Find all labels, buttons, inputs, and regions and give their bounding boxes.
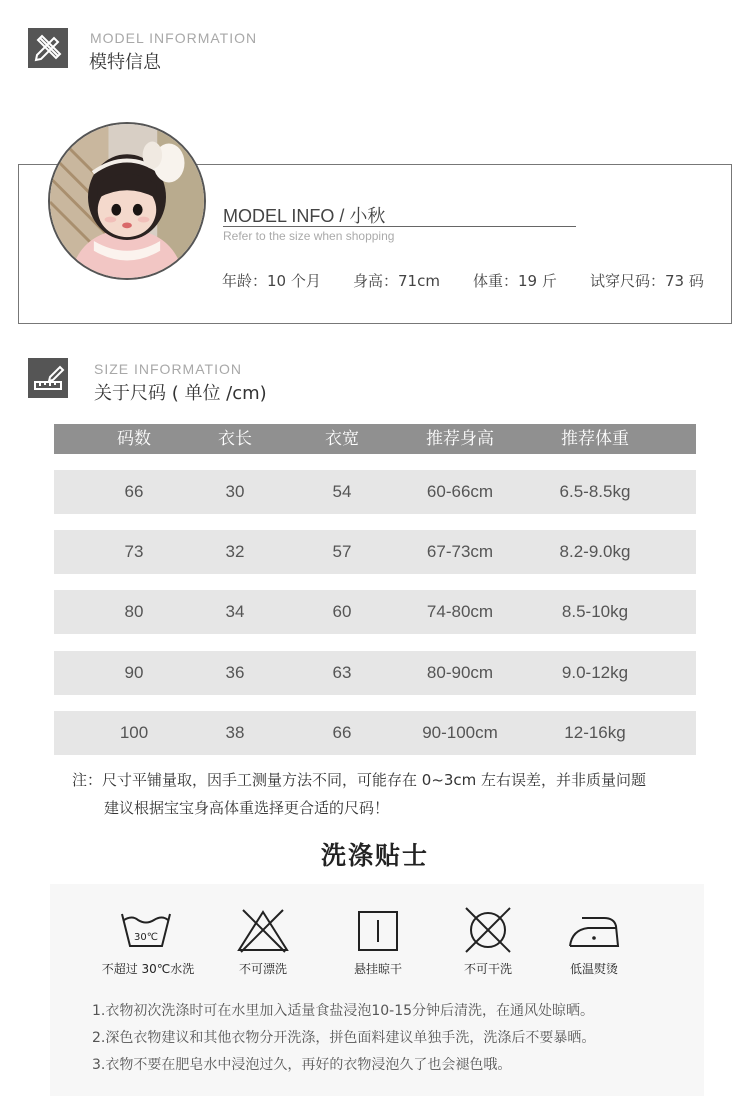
cell-width: 63 [332, 663, 352, 682]
table-row [54, 530, 696, 574]
cell-length: 34 [225, 602, 245, 621]
cell-height: 67-73cm [426, 542, 494, 561]
cell-size: 100 [119, 723, 149, 742]
no-bleach-icon [233, 906, 293, 954]
cell-height: 60-66cm [426, 482, 494, 501]
cell-length: 38 [225, 723, 245, 742]
model-section-title-en: MODEL INFORMATION [90, 30, 258, 46]
header-length: 衣长 [218, 429, 252, 449]
cell-width: 66 [332, 723, 352, 742]
low-iron-icon [564, 906, 624, 954]
wash-30-icon [116, 906, 176, 954]
pencil-ruler-icon [28, 28, 68, 68]
model-stat-height: 身高：71cm [353, 272, 440, 290]
table-row [54, 651, 696, 695]
wash-tip-1: 1.衣物初次洗涤时可在水里加入适量食盐浸泡10-15分钟后清洗，在通风处晾晒。 [92, 1003, 595, 1019]
wash-tip-2: 2.深色衣物建议和其他衣物分开洗涤，拼色面料建议单独手洗，洗涤后不要暴晒。 [92, 1030, 596, 1046]
model-stat-age: 年龄：10 个月 [222, 272, 321, 290]
cell-length: 30 [225, 482, 245, 501]
table-row [54, 590, 696, 634]
no-dry-clean-icon [458, 906, 518, 954]
header-weight: 推荐体重 [561, 429, 629, 449]
cell-length: 36 [225, 663, 245, 682]
cell-height: 74-80cm [426, 602, 494, 621]
cell-height: 80-90cm [426, 663, 494, 682]
model-divider [223, 226, 576, 227]
cell-width: 54 [332, 482, 352, 501]
model-stat-weight: 体重：19 斤 [473, 272, 557, 290]
cell-weight: 6.5-8.5kg [559, 482, 631, 501]
cell-size: 73 [124, 542, 144, 561]
cell-width: 57 [332, 542, 352, 561]
cell-weight: 8.2-9.0kg [559, 542, 631, 561]
wash-title: 洗涤贴士 [320, 841, 429, 870]
model-subtitle: Refer to the size when shopping [223, 229, 395, 243]
model-avatar [48, 122, 206, 280]
cell-size: 66 [124, 482, 144, 501]
header-height: 推荐身高 [426, 429, 494, 449]
cell-width: 60 [332, 602, 352, 621]
wash-label-low-iron: 低温熨烫 [569, 962, 618, 976]
ruler-pencil-icon [28, 358, 68, 398]
cell-weight: 9.0-12kg [561, 663, 629, 682]
model-section-title-cn: 模特信息 [89, 52, 161, 73]
header-width: 衣宽 [325, 429, 359, 449]
cell-size: 80 [124, 602, 144, 621]
wash-label-no-dry-clean: 不可干洗 [463, 962, 512, 976]
table-row [54, 470, 696, 514]
wash-label-30: 不超过 30℃水洗 [101, 962, 195, 976]
cell-weight: 12-16kg [564, 723, 626, 742]
cell-size: 90 [124, 663, 144, 682]
wash-label-no-bleach: 不可漂洗 [238, 962, 287, 976]
size-note-line1: 注：尺寸平铺量取，因手工测量方法不同，可能存在 0~3cm 左右误差，并非质量问题 [72, 771, 647, 789]
size-section-title-cn: 关于尺码 ( 单位 /cm) [94, 383, 267, 404]
model-name: MODEL INFO / 小秋 [223, 206, 386, 226]
wash-label-hang-dry: 悬挂晾干 [353, 962, 402, 976]
size-note-line2: 建议根据宝宝身高体重选择更合适的尺码！ [104, 799, 390, 817]
wash-temp-text: 30℃ [134, 932, 158, 943]
cell-length: 32 [225, 542, 245, 561]
cell-height: 90-100cm [422, 723, 498, 742]
size-table-header [54, 424, 696, 454]
size-section-title-en: SIZE INFORMATION [94, 361, 242, 377]
hang-dry-icon [348, 906, 408, 954]
table-row [54, 711, 696, 755]
cell-weight: 8.5-10kg [561, 602, 629, 621]
header-size: 码数 [117, 429, 151, 449]
wash-tip-3: 3.衣物不要在肥皂水中浸泡过久，再好的衣物浸泡久了也会褪色哦。 [92, 1057, 512, 1073]
model-stat-size: 试穿尺码：73 码 [590, 272, 704, 290]
